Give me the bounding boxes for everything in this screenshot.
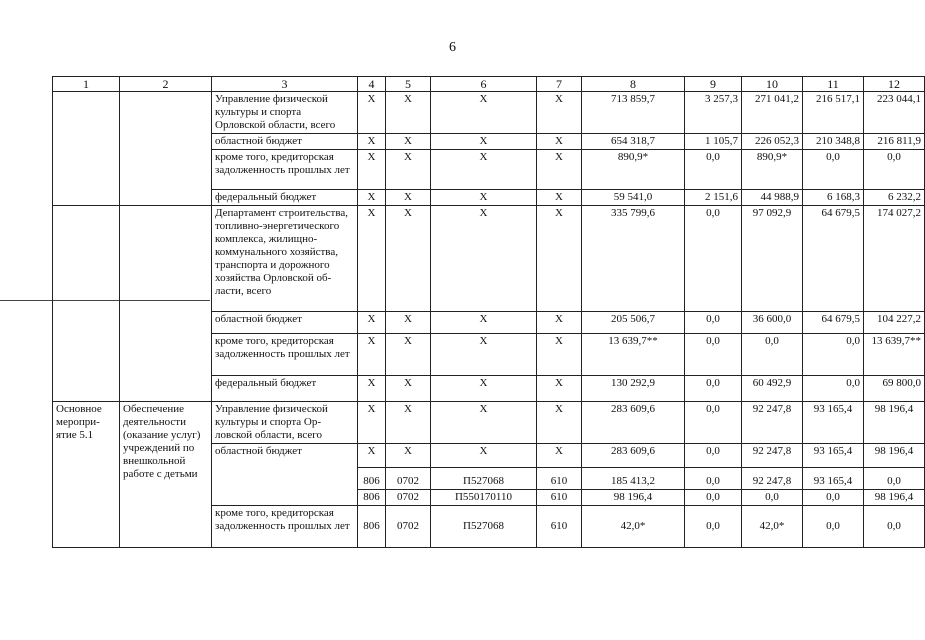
cell-col-9: 0,0 xyxy=(685,490,742,506)
cell-col-12: 0,0 xyxy=(864,506,925,548)
cell-col-4: X xyxy=(358,444,386,468)
column-numbers-row xyxy=(53,77,925,92)
cell-col-4: X xyxy=(358,206,386,312)
cell-col-4: X xyxy=(358,134,386,150)
cell-col-6: X xyxy=(431,444,537,468)
cell-col-8: 13 639,7** xyxy=(582,334,685,376)
cell-col-12: 223 044,1 xyxy=(864,92,925,134)
group-2-col-2 xyxy=(120,206,212,402)
cell-col-9: 0,0 xyxy=(685,402,742,444)
row-name: областной бюджет xyxy=(212,312,358,334)
row-name: областной бюджет xyxy=(212,134,358,150)
cell-col-4: X xyxy=(358,334,386,376)
cell-col-6: П527068 xyxy=(431,506,537,548)
cell-col-6: X xyxy=(431,134,537,150)
header-col-7: 7 xyxy=(537,77,582,92)
cell-col-10: 0,0 xyxy=(742,490,803,506)
cell-col-8: 185 413,2 xyxy=(582,468,685,490)
group-1-col-1 xyxy=(53,92,120,206)
cell-col-5: X xyxy=(386,444,431,468)
cell-col-8: 713 859,7 xyxy=(582,92,685,134)
cell-col-11: 0,0 xyxy=(803,490,864,506)
cell-col-5: X xyxy=(386,402,431,444)
cell-col-5: X xyxy=(386,206,431,312)
header-col-1: 1 xyxy=(53,77,120,92)
cell-col-4: 806 xyxy=(358,490,386,506)
cell-col-12: 216 811,9 xyxy=(864,134,925,150)
cell-col-9: 0,0 xyxy=(685,506,742,548)
cell-col-11: 0,0 xyxy=(803,150,864,190)
header-col-4: 4 xyxy=(358,77,386,92)
cell-col-4: X xyxy=(358,402,386,444)
group-1-col-2 xyxy=(120,92,212,206)
cell-col-6: X xyxy=(431,92,537,134)
cell-col-11: 6 168,3 xyxy=(803,190,864,206)
row-name: Департамент строительства, топливно-энергетического комплекса, жилищно-коммунального хозяйства, транспорта и дорожного хозяйства Орловской области, всего xyxy=(212,206,358,312)
cell-col-8: 654 318,7 xyxy=(582,134,685,150)
group-2-col-1 xyxy=(53,206,120,402)
cell-col-8: 98 196,4 xyxy=(582,490,685,506)
cell-col-4: X xyxy=(358,312,386,334)
header-col-8: 8 xyxy=(582,77,685,92)
cell-col-5: X xyxy=(386,312,431,334)
cell-col-10: 890,9* xyxy=(742,150,803,190)
cell-col-11: 0,0 xyxy=(803,376,864,402)
cell-col-5: X xyxy=(386,134,431,150)
cell-col-4: X xyxy=(358,92,386,134)
cell-col-7: X xyxy=(537,334,582,376)
cell-col-10: 36 600,0 xyxy=(742,312,803,334)
header-col-2: 2 xyxy=(120,77,212,92)
header-col-6: 6 xyxy=(431,77,537,92)
cell-col-10: 44 988,9 xyxy=(742,190,803,206)
cell-col-12: 13 639,7** xyxy=(864,334,925,376)
cell-col-6: X xyxy=(431,376,537,402)
cell-col-7: X xyxy=(537,150,582,190)
cell-col-9: 0,0 xyxy=(685,376,742,402)
header-col-11: 11 xyxy=(803,77,864,92)
cell-col-5: X xyxy=(386,376,431,402)
row-name: кроме того, кредиторская задолженность прошлых лет xyxy=(212,334,358,376)
row-name: областной бюджет xyxy=(212,444,358,506)
cell-col-7: X xyxy=(537,190,582,206)
cell-col-7: X xyxy=(537,376,582,402)
cell-col-11: 64 679,5 xyxy=(803,206,864,312)
header-col-5: 5 xyxy=(386,77,431,92)
cell-col-12: 98 196,4 xyxy=(864,402,925,444)
cell-col-6: X xyxy=(431,334,537,376)
cell-col-9: 1 105,7 xyxy=(685,134,742,150)
measure-description-cell: Обеспечение деятельности (оказание услуг) учреждений по внешкольной работе с детьми xyxy=(120,402,212,548)
cell-col-4: X xyxy=(358,190,386,206)
cell-col-6: X xyxy=(431,150,537,190)
cell-col-12: 69 800,0 xyxy=(864,376,925,402)
cell-col-11: 0,0 xyxy=(803,334,864,376)
cell-col-7: X xyxy=(537,134,582,150)
cell-col-4: 806 xyxy=(358,468,386,490)
header-col-12: 12 xyxy=(864,77,925,92)
cell-col-12: 104 227,2 xyxy=(864,312,925,334)
cell-col-10: 97 092,9 xyxy=(742,206,803,312)
cell-col-11: 93 165,4 xyxy=(803,402,864,444)
table-row xyxy=(53,206,925,312)
cell-col-9: 0,0 xyxy=(685,468,742,490)
header-col-10: 10 xyxy=(742,77,803,92)
cell-col-6: X xyxy=(431,402,537,444)
table-row xyxy=(53,92,925,134)
cell-col-10: 271 041,2 xyxy=(742,92,803,134)
cell-col-11: 216 517,1 xyxy=(803,92,864,134)
cell-col-6: X xyxy=(431,190,537,206)
cell-col-9: 0,0 xyxy=(685,444,742,468)
page-number: 6 xyxy=(449,40,456,55)
row-name: федеральный бюджет xyxy=(212,376,358,402)
cell-col-7: X xyxy=(537,92,582,134)
cell-col-11: 0,0 xyxy=(803,506,864,548)
cell-col-6: X xyxy=(431,312,537,334)
cell-col-11: 64 679,5 xyxy=(803,312,864,334)
cell-col-12: 98 196,4 xyxy=(864,490,925,506)
cell-col-12: 0,0 xyxy=(864,150,925,190)
cell-col-7: 610 xyxy=(537,490,582,506)
row-name: Управление физической культуры и спорта Орловской области, всего xyxy=(212,402,358,444)
cell-col-10: 92 247,8 xyxy=(742,444,803,468)
cell-col-9: 3 257,3 xyxy=(685,92,742,134)
cell-col-4: X xyxy=(358,150,386,190)
cell-col-5: X xyxy=(386,150,431,190)
cell-col-8: 42,0* xyxy=(582,506,685,548)
cell-col-10: 92 247,8 xyxy=(742,468,803,490)
cell-col-6: П527068 xyxy=(431,468,537,490)
cell-col-10: 60 492,9 xyxy=(742,376,803,402)
budget-table xyxy=(52,76,925,548)
cell-col-10: 226 052,3 xyxy=(742,134,803,150)
cell-col-10: 42,0* xyxy=(742,506,803,548)
cell-col-7: 610 xyxy=(537,468,582,490)
cell-col-5: 0702 xyxy=(386,490,431,506)
cell-col-12: 0,0 xyxy=(864,468,925,490)
cell-col-8: 205 506,7 xyxy=(582,312,685,334)
cell-col-10: 0,0 xyxy=(742,334,803,376)
cell-col-9: 0,0 xyxy=(685,334,742,376)
cell-col-7: X xyxy=(537,206,582,312)
table-row xyxy=(53,402,925,444)
cell-col-8: 283 609,6 xyxy=(582,402,685,444)
cell-col-10: 92 247,8 xyxy=(742,402,803,444)
cell-col-11: 210 348,8 xyxy=(803,134,864,150)
cell-col-8: 59 541,0 xyxy=(582,190,685,206)
cell-col-5: 0702 xyxy=(386,506,431,548)
cell-col-9: 0,0 xyxy=(685,206,742,312)
cell-col-12: 174 027,2 xyxy=(864,206,925,312)
cell-col-12: 6 232,2 xyxy=(864,190,925,206)
cell-col-7: X xyxy=(537,444,582,468)
cell-col-12: 98 196,4 xyxy=(864,444,925,468)
cell-col-9: 0,0 xyxy=(685,312,742,334)
cell-col-9: 0,0 xyxy=(685,150,742,190)
cell-col-7: X xyxy=(537,312,582,334)
row-name: федеральный бюджет xyxy=(212,190,358,206)
row-name: кроме того, кредиторская задолженность прошлых лет xyxy=(212,506,358,548)
cell-col-7: X xyxy=(537,402,582,444)
cell-col-7: 610 xyxy=(537,506,582,548)
cell-col-8: 283 609,6 xyxy=(582,444,685,468)
header-col-3: 3 xyxy=(212,77,358,92)
cell-col-9: 2 151,6 xyxy=(685,190,742,206)
measure-number-cell: Основное мероприятие 5.1 xyxy=(53,402,120,548)
cell-col-4: 806 xyxy=(358,506,386,548)
row-name: Управление физической культуры и спорта Орловской области, всего xyxy=(212,92,358,134)
cell-col-4: X xyxy=(358,376,386,402)
cell-col-11: 93 165,4 xyxy=(803,444,864,468)
cell-col-11: 93 165,4 xyxy=(803,468,864,490)
row-name: кроме того, кредиторская задолженность прошлых лет xyxy=(212,150,358,190)
header-col-9: 9 xyxy=(685,77,742,92)
cell-col-5: X xyxy=(386,92,431,134)
cell-col-8: 130 292,9 xyxy=(582,376,685,402)
cell-col-8: 335 799,6 xyxy=(582,206,685,312)
cell-col-6: П550170110 xyxy=(431,490,537,506)
cell-col-8: 890,9* xyxy=(582,150,685,190)
cell-col-5: 0702 xyxy=(386,468,431,490)
cell-col-5: X xyxy=(386,334,431,376)
cell-col-6: X xyxy=(431,206,537,312)
cell-col-5: X xyxy=(386,190,431,206)
